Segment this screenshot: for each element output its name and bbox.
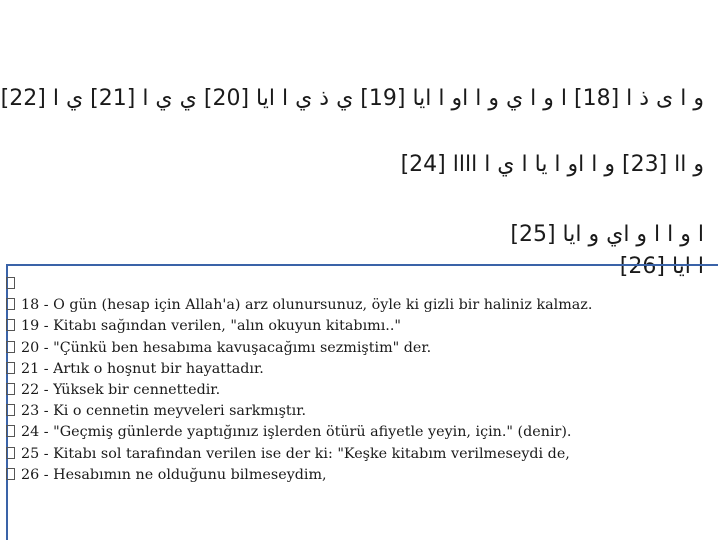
arabic-verse-line-1: و ا ى ذ ا [18] ا و ا ي و ا او ا ايا [19] ي ذ ي ا ايا [20] ي ي ا [21] ي ا [22] — [0, 86, 704, 111]
translation-text: 20 - "Çünkü ben hesabıma kavuşacağımı sezmiştim" der. — [21, 339, 432, 356]
translation-line — [6, 359, 592, 380]
translation-text: 25 - Kitabı sol tarafından verilen ise der ki: "Keşke kitabım verilmeseydi de, — [21, 445, 570, 462]
translation-text: 21 - Artık o hoşnut bir hayattadır. — [21, 360, 264, 377]
translation-text: 26 - Hesabımın ne olduğunu bilmeseydim, — [21, 466, 327, 483]
translation-text: 23 - Ki o cennetin meyveleri sarkmıştır. — [21, 403, 307, 420]
missing-glyph-icon — [6, 425, 15, 437]
missing-glyph-icon — [6, 319, 15, 331]
missing-glyph-icon — [6, 298, 15, 310]
missing-glyph-icon — [6, 362, 15, 374]
arabic-verse-line-3: ا و ا ا و اي و ايا [25] — [510, 222, 704, 247]
translation-line — [6, 465, 592, 486]
translation-text: 19 - Kitabı sağından verilen, "alın okuyun kitabımı.." — [21, 318, 401, 335]
translation-line — [6, 274, 592, 295]
missing-glyph-icon — [6, 277, 15, 289]
translation-line — [6, 316, 592, 337]
translation-line — [6, 295, 592, 316]
missing-glyph-icon — [6, 468, 15, 480]
translation-text: 24 - "Geçmiş günlerde yaptığınız işlerden ötürü afiyetle yeyin, için." (denir). — [21, 424, 572, 441]
arabic-verse-line-4: ا ايا [26] — [619, 254, 704, 279]
translation-line — [6, 401, 592, 422]
translation-text: 22 - Yüksek bir cennettedir. — [21, 382, 221, 399]
translation-text: 18 - O gün (hesap için Allah'a) arz olunursunuz, öyle ki gizli bir haliniz kalmaz. — [21, 297, 593, 314]
translation-line — [6, 338, 592, 359]
translation-line — [6, 422, 592, 443]
missing-glyph-icon — [6, 404, 15, 416]
translation-line — [6, 444, 592, 465]
translation-list — [6, 274, 592, 486]
translation-line — [6, 380, 592, 401]
missing-glyph-icon — [6, 447, 15, 459]
missing-glyph-icon — [6, 341, 15, 353]
missing-glyph-icon — [6, 383, 15, 395]
arabic-verse-line-2: و اا [23] و ا او ا يا ا ي ا اااا [24] — [400, 152, 704, 177]
